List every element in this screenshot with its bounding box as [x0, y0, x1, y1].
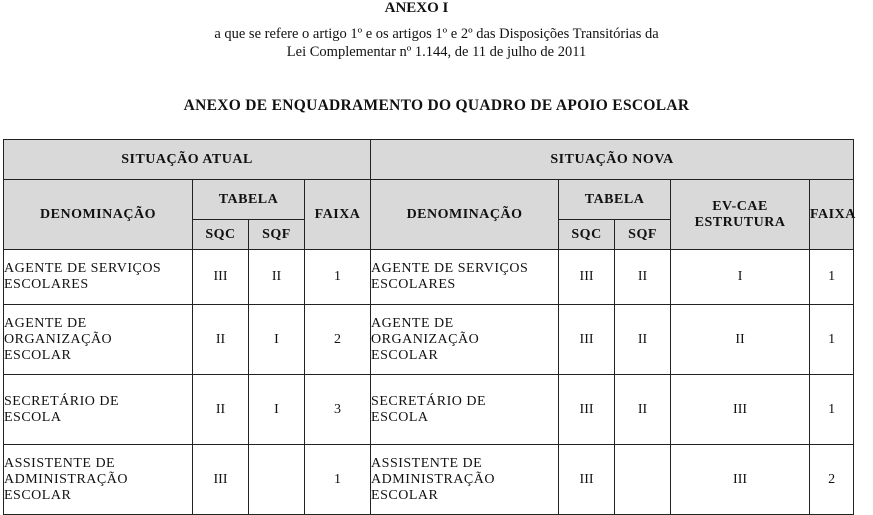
- current-faixa-value: 1: [305, 250, 371, 305]
- col-header-tabela-current: TABELA: [193, 180, 305, 220]
- denomination-line: ESCOLA: [4, 409, 62, 425]
- new-denomination: [371, 445, 559, 515]
- col-header-evcae: [671, 180, 810, 250]
- current-sqc-value: II: [193, 305, 249, 375]
- denomination-line: AGENTE DE SERVIÇOS: [4, 261, 162, 276]
- new-sqf-value: II: [615, 305, 671, 375]
- col-header-faixa-new: FAIXA: [810, 180, 854, 250]
- denomination-line: ESCOLAR: [371, 347, 439, 363]
- current-sqf-value: II: [249, 250, 305, 305]
- new-faixa-value: 1: [810, 305, 854, 375]
- current-denomination: [4, 375, 193, 445]
- denomination-line: SECRETÁRIO DE: [371, 393, 487, 409]
- denomination-line: ESCOLAR: [4, 487, 72, 503]
- current-denomination: [4, 445, 193, 515]
- current-sqc-value: III: [193, 250, 249, 305]
- new-faixa-value: 2: [810, 445, 854, 515]
- new-evcae-value: III: [671, 375, 810, 445]
- new-sqc-value: III: [559, 445, 615, 515]
- new-faixa-value: 1: [810, 250, 854, 305]
- col-header-evcae-line2: ESTRUTURA: [694, 214, 786, 230]
- table-row: [4, 305, 854, 375]
- current-faixa-value: 3: [305, 375, 371, 445]
- new-sqf-value: II: [615, 375, 671, 445]
- denomination-line: ORGANIZAÇÃO: [4, 331, 113, 347]
- denomination-line: ADMINISTRAÇÃO: [4, 471, 128, 487]
- new-faixa-value: 1: [810, 375, 854, 445]
- new-sqc-value: III: [559, 305, 615, 375]
- new-sqc-value: III: [559, 250, 615, 305]
- col-header-tabela-new: TABELA: [559, 180, 671, 220]
- new-sqf-value: [615, 445, 671, 515]
- col-header-sqc-new: SQC: [559, 220, 615, 250]
- current-denomination: [4, 305, 193, 375]
- current-sqf-value: [249, 445, 305, 515]
- new-evcae-value: III: [671, 445, 810, 515]
- new-sqf-value: II: [615, 250, 671, 305]
- current-sqf-value: I: [249, 375, 305, 445]
- new-evcae-value: I: [671, 250, 810, 305]
- group-header-new: SITUAÇÃO NOVA: [371, 140, 854, 180]
- denomination-line: AGENTE DE: [4, 315, 87, 331]
- new-denomination: [371, 375, 559, 445]
- classification-table: [3, 139, 854, 515]
- current-sqc-value: II: [193, 375, 249, 445]
- denomination-line: ESCOLAR: [4, 347, 72, 363]
- col-header-denominacao-new: DENOMINAÇÃO: [371, 180, 559, 250]
- document-title: ANEXO DE ENQUADRAMENTO DO QUADRO DE APOIO ESCOLAR: [183, 97, 690, 114]
- current-sqc-value: III: [193, 445, 249, 515]
- new-denomination: [371, 250, 559, 305]
- current-sqf-value: I: [249, 305, 305, 375]
- col-header-evcae-line1: EV-CAE: [712, 198, 768, 214]
- col-header-sqf-new: SQF: [615, 220, 671, 250]
- table-row: [4, 375, 854, 445]
- denomination-line: ORGANIZAÇÃO: [371, 331, 480, 347]
- denomination-line: AGENTE DE: [371, 315, 454, 331]
- col-header-sqf-current: SQF: [249, 220, 305, 250]
- reference-line-2: Lei Complementar nº 1.144, de 11 de julho de 2011: [286, 44, 587, 60]
- denomination-line: ESCOLAR: [371, 487, 439, 503]
- denomination-line: ESCOLA: [371, 409, 429, 425]
- annex-title: ANEXO I: [384, 0, 449, 16]
- table-row: [4, 445, 854, 515]
- current-faixa-value: 2: [305, 305, 371, 375]
- reference-line-1: a que se refere o artigo 1º e os artigos 1º e 2º das Disposições Transitórias da: [214, 26, 659, 42]
- new-evcae-value: II: [671, 305, 810, 375]
- current-faixa-value: 1: [305, 445, 371, 515]
- denomination-line: ASSISTENTE DE: [4, 455, 116, 471]
- col-header-sqc-current: SQC: [193, 220, 249, 250]
- group-header-current: SITUAÇÃO ATUAL: [4, 140, 371, 180]
- col-header-denominacao-current: DENOMINAÇÃO: [4, 180, 193, 250]
- new-sqc-value: III: [559, 375, 615, 445]
- denomination-line: ESCOLARES: [4, 277, 89, 292]
- table-row: [4, 250, 854, 305]
- denomination-line: SECRETÁRIO DE: [4, 393, 119, 409]
- new-denomination: [371, 305, 559, 375]
- denomination-line: AGENTE DE SERVIÇOS: [371, 261, 529, 276]
- denomination-line: ADMINISTRAÇÃO: [371, 471, 495, 487]
- denomination-line: ESCOLARES: [371, 277, 456, 292]
- denomination-line: ASSISTENTE DE: [371, 455, 483, 471]
- col-header-faixa-current: FAIXA: [305, 180, 371, 250]
- current-denomination: [4, 250, 193, 305]
